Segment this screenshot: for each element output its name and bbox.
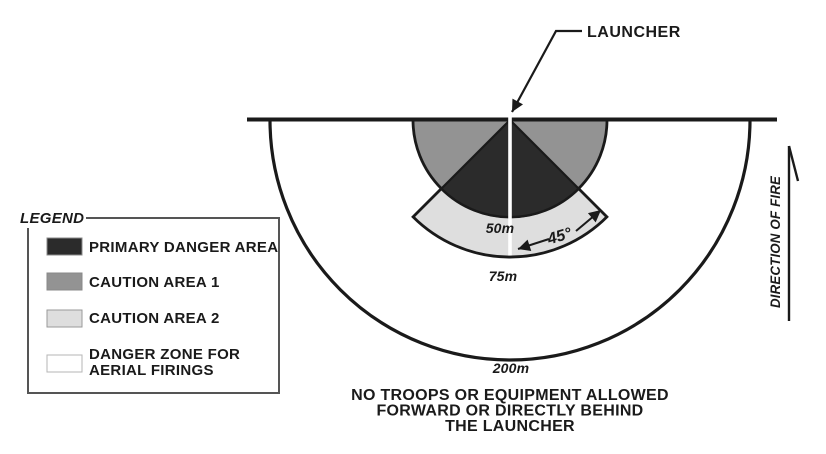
legend-label-primary-danger: PRIMARY DANGER AREA — [89, 239, 279, 256]
warning-line-2: FORWARD OR DIRECTLY BEHIND — [376, 402, 644, 420]
direction-of-fire-arrow-barb — [789, 146, 798, 181]
legend-label-aerial-zone-line1: DANGER ZONE FOR — [89, 346, 241, 363]
launcher-leader-arrow — [512, 31, 582, 112]
warning-note — [351, 387, 669, 435]
legend-swatch-caution-2 — [47, 310, 82, 327]
legend-swatch-primary-danger — [47, 238, 82, 255]
radius-75m-label: 75m — [488, 268, 518, 284]
warning-line-3: THE LAUNCHER — [445, 418, 575, 435]
radius-50m-label: 50m — [485, 220, 515, 236]
legend-label-caution-2: CAUTION AREA 2 — [89, 310, 220, 327]
legend-title: LEGEND — [20, 210, 85, 227]
angle-45-label: 45° — [545, 225, 574, 249]
legend-label-aerial-zone-line2: AERIAL FIRINGS — [89, 362, 214, 379]
legend-swatch-caution-1 — [47, 273, 82, 290]
launcher-label: LAUNCHER — [587, 24, 681, 41]
radius-200m-label: 200m — [492, 360, 530, 376]
warning-line-1: NO TROOPS OR EQUIPMENT ALLOWED — [351, 387, 669, 404]
direction-of-fire-label: DIRECTION OF FIRE — [767, 168, 783, 308]
legend-label-caution-1: CAUTION AREA 1 — [89, 274, 220, 291]
legend — [12, 209, 279, 393]
legend-swatch-aerial-zone — [47, 355, 82, 372]
